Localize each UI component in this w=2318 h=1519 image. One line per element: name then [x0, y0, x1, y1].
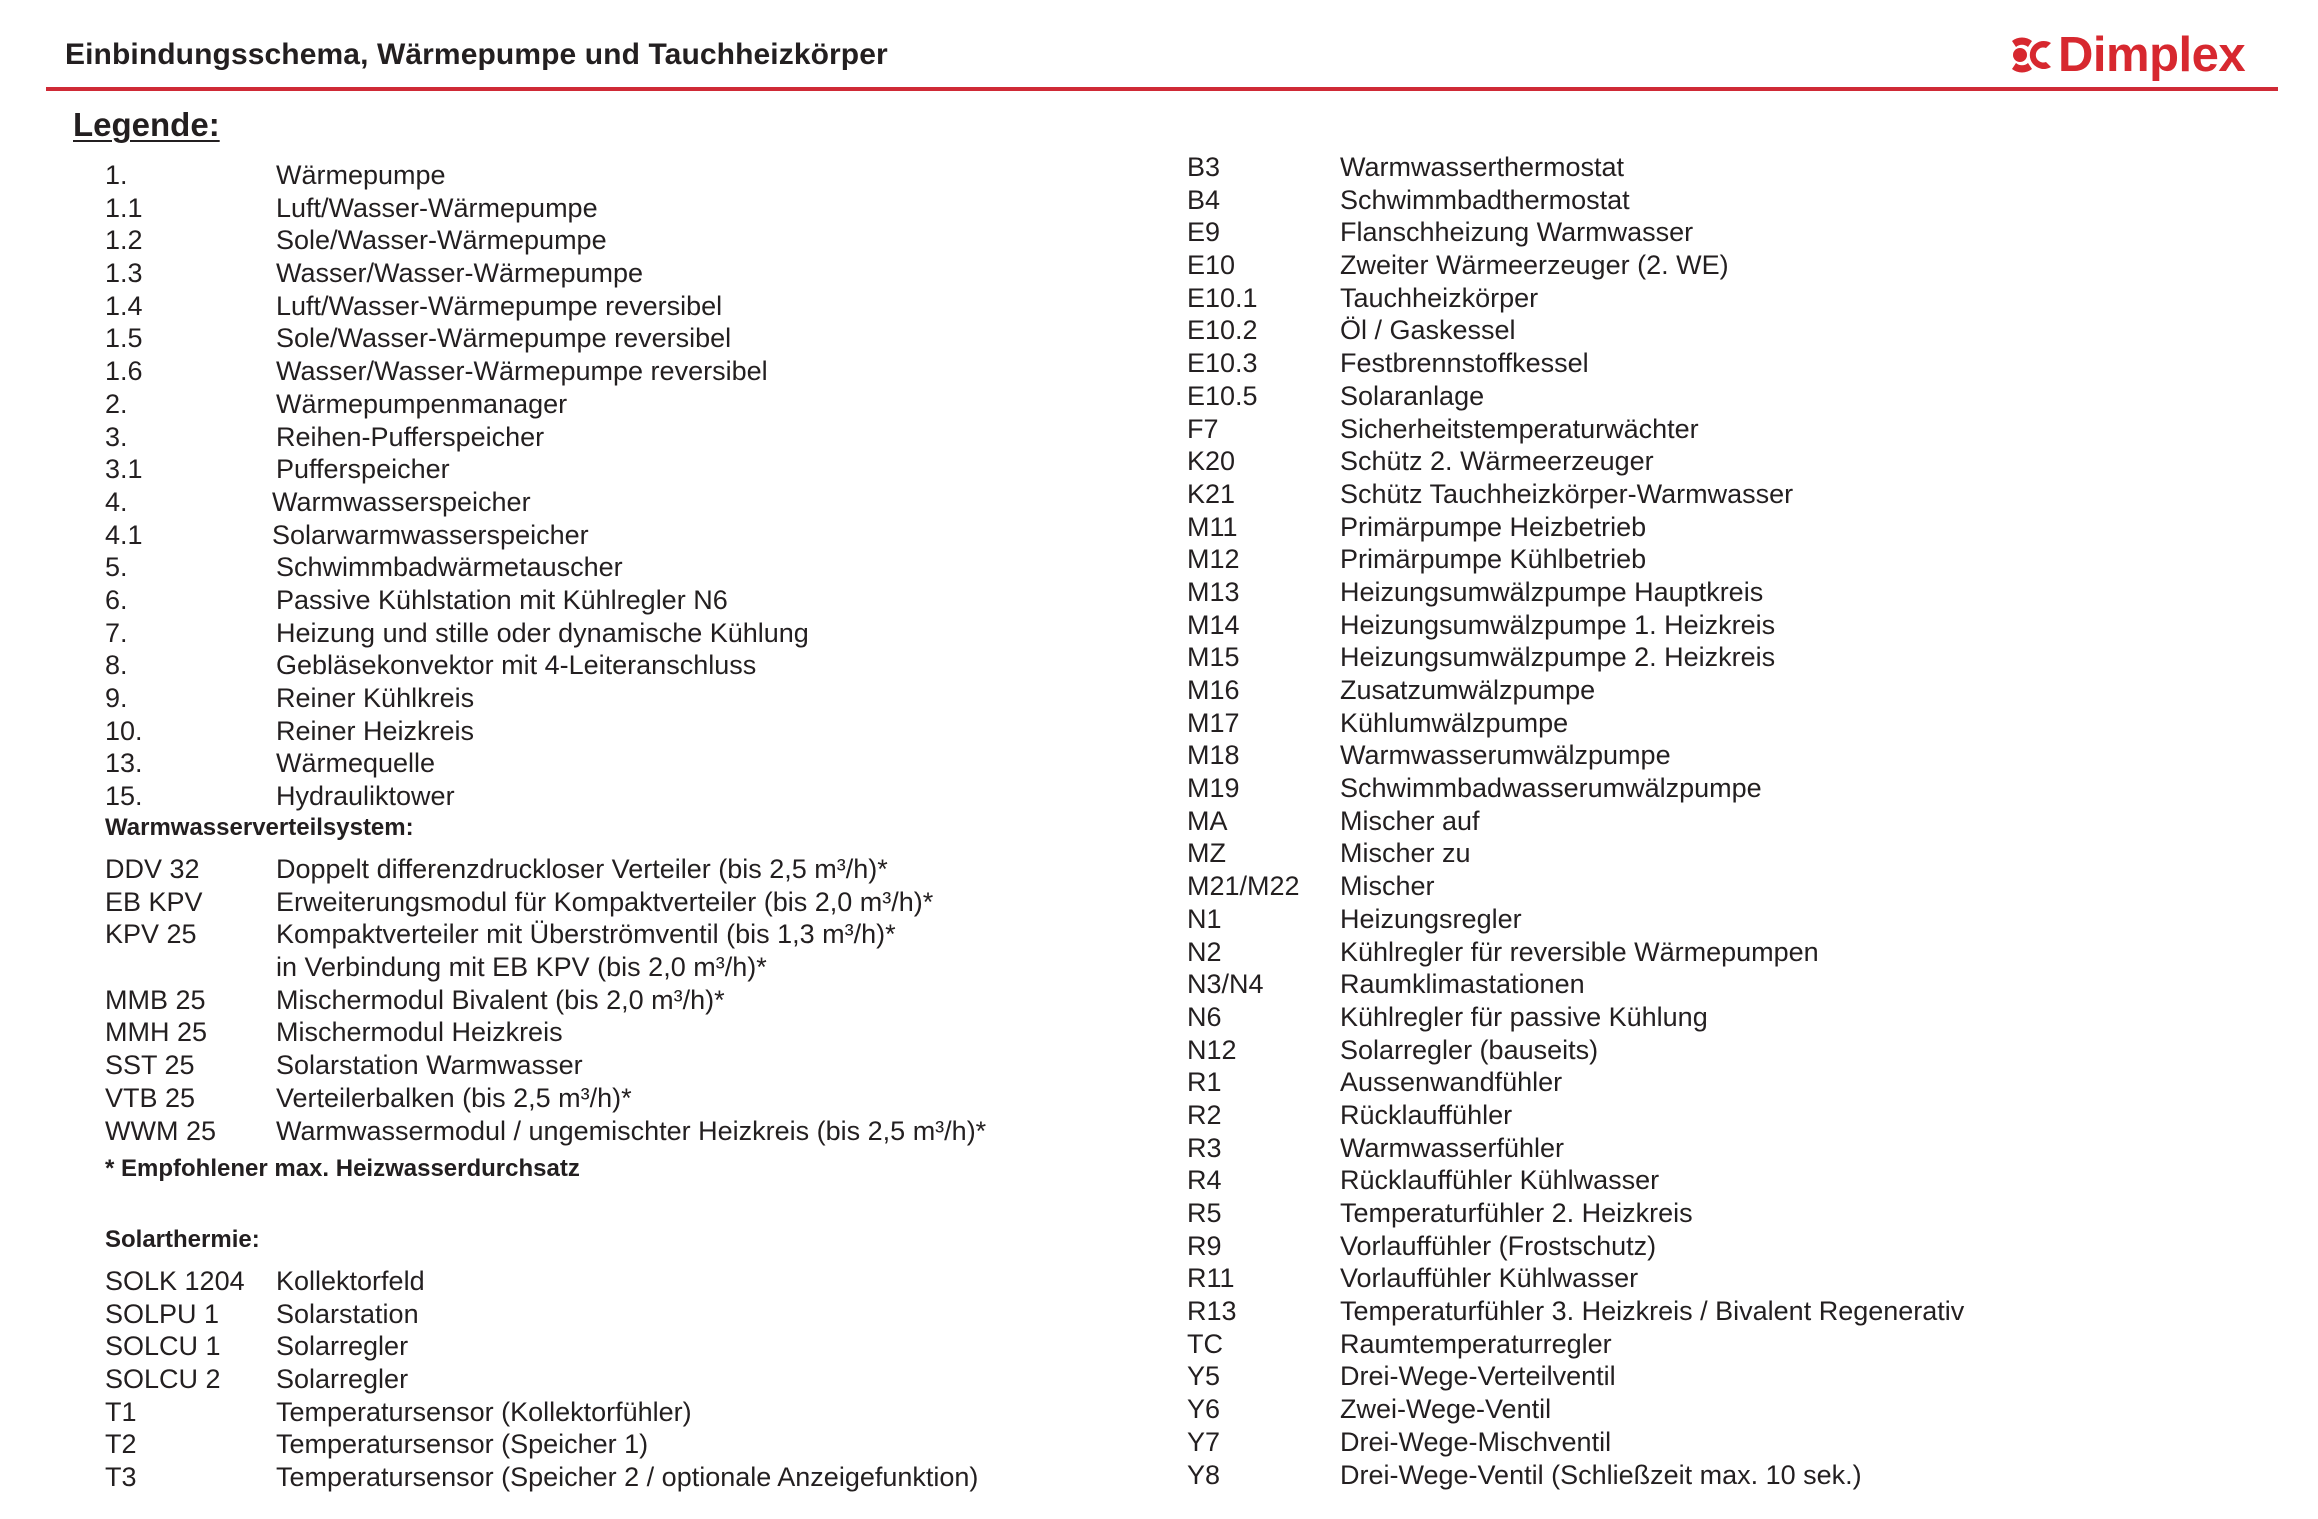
- legend-desc: Luft/Wasser-Wärmepumpe: [276, 192, 598, 223]
- legend-desc: Luft/Wasser-Wärmepumpe reversibel: [276, 290, 723, 321]
- legend-desc: Solarwarmwasserspeicher: [272, 519, 589, 550]
- legend-code: M17: [1187, 707, 1240, 738]
- legend-desc: Drei-Wege-Ventil (Schließzeit max. 10 sek.): [1340, 1459, 1862, 1490]
- legend-desc: Temperatursensor (Speicher 2 / optionale Anzeigefunktion): [276, 1462, 979, 1493]
- legend-code: E9: [1187, 217, 1221, 248]
- legend-desc: Wärmequelle: [276, 748, 436, 779]
- legend-desc: Erweiterungsmodul für Kompaktverteiler (bis 2,0 m³/h)*: [276, 886, 934, 917]
- legend-desc: Primärpumpe Heizbetrieb: [1340, 511, 1647, 542]
- legend-desc: Heizungsumwälzpumpe 1. Heizkreis: [1340, 609, 1776, 640]
- legend-code: M13: [1187, 576, 1240, 607]
- legend-desc: Zwei-Wege-Ventil: [1340, 1394, 1552, 1425]
- legend-code: N3/N4: [1187, 969, 1264, 1000]
- legend-desc: Schütz 2. Wärmeerzeuger: [1340, 446, 1654, 477]
- legend-code: EB KPV: [105, 886, 203, 917]
- legend-desc: Heizungsumwälzpumpe 2. Heizkreis: [1340, 642, 1776, 673]
- legend-code: 1.1: [105, 192, 143, 223]
- legend-desc: Sole/Wasser-Wärmepumpe reversibel: [276, 323, 732, 354]
- dimplex-logo-icon: [2010, 35, 2052, 75]
- legend-code: 1.6: [105, 356, 143, 387]
- legend-code: 1.: [105, 160, 128, 190]
- legend-desc: Drei-Wege-Verteilventil: [1340, 1361, 1616, 1392]
- legend-code: E10.3: [1187, 348, 1258, 379]
- legend-code: Y7: [1187, 1426, 1221, 1457]
- legend-desc: Wärmepumpenmanager: [276, 388, 568, 419]
- legend-code: TC: [1187, 1328, 1223, 1359]
- legend-code: M12: [1187, 544, 1240, 575]
- legend-desc: Solarregler (bauseits): [1340, 1034, 1599, 1065]
- dimplex-logo: [2010, 27, 2246, 82]
- legend-desc: Raumtemperaturregler: [1340, 1328, 1612, 1359]
- legend-code: SOLPU 1: [105, 1298, 220, 1329]
- legend-desc: Reiner Heizkreis: [276, 715, 475, 746]
- legend-code: F7: [1187, 413, 1219, 444]
- legend-code: MZ: [1187, 838, 1226, 869]
- legend-desc: Aussenwandfühler: [1340, 1067, 1563, 1098]
- legend-desc: Kompaktverteiler mit Überströmventil (bis 1,3 m³/h)*: [276, 919, 896, 950]
- legend-code: Y5: [1187, 1361, 1221, 1392]
- legend-code: T3: [105, 1462, 137, 1493]
- legend-code: 15.: [105, 781, 143, 812]
- legend-desc: Mischermodul Bivalent (bis 2,0 m³/h)*: [276, 984, 725, 1015]
- legend-code: E10.1: [1187, 282, 1258, 313]
- legend-desc: Reihen-Pufferspeicher: [276, 421, 545, 452]
- legend-code: 8.: [105, 650, 128, 681]
- legend-desc: Kühlumwälzpumpe: [1340, 707, 1569, 738]
- legend-code: R3: [1187, 1132, 1222, 1163]
- legend-desc: Wasser/Wasser-Wärmepumpe: [276, 258, 644, 289]
- legend-desc: Solaranlage: [1340, 380, 1485, 411]
- legend-code: 7.: [105, 617, 128, 648]
- legend-desc: Pufferspeicher: [276, 454, 450, 485]
- legend-desc: Temperaturfühler 2. Heizkreis: [1340, 1198, 1693, 1228]
- legend-code: M16: [1187, 675, 1240, 705]
- legend-code: E10.5: [1187, 380, 1258, 411]
- legend-code: 5.: [105, 552, 128, 583]
- legend-desc: Tauchheizkörper: [1340, 282, 1539, 313]
- legend-code: VTB 25: [105, 1082, 196, 1113]
- legend-code: Y6: [1187, 1394, 1221, 1425]
- legend-code: KPV 25: [105, 919, 197, 950]
- legend-desc: Rücklauffühler Kühlwasser: [1340, 1165, 1660, 1196]
- legend-desc: Warmwasserspeicher: [272, 486, 531, 517]
- legend-code: K21: [1187, 478, 1236, 509]
- legend-code: B4: [1187, 184, 1221, 215]
- section-heading-warmwater: Warmwasserverteilsystem:: [105, 814, 414, 841]
- legend-code: M18: [1187, 740, 1240, 771]
- legend-code: SOLCU 2: [105, 1364, 221, 1395]
- legend-desc: Hydrauliktower: [276, 781, 455, 812]
- legend-code: B3: [1187, 152, 1221, 182]
- legend-desc: Zusatzumwälzpumpe: [1340, 675, 1596, 705]
- legend-desc: Mischer: [1340, 871, 1435, 902]
- legend-desc: Drei-Wege-Mischventil: [1340, 1426, 1612, 1457]
- legend-desc: Vorlauffühler Kühlwasser: [1340, 1263, 1639, 1294]
- legend-code: 1.2: [105, 225, 143, 256]
- legend-code: SOLCU 1: [105, 1331, 221, 1362]
- legend-code: N6: [1187, 1001, 1222, 1032]
- legend-desc: Warmwassermodul / ungemischter Heizkreis (bis 2,5 m³/h)*: [276, 1115, 987, 1146]
- legend-code: MA: [1187, 805, 1228, 836]
- legend-code: 13.: [105, 748, 143, 779]
- legend-code: 1.4: [105, 290, 143, 321]
- section-heading-solar: Solarthermie:: [105, 1226, 260, 1253]
- legend-desc: Flanschheizung Warmwasser: [1340, 217, 1694, 248]
- legend-code: 10.: [105, 715, 143, 746]
- legend-code: M11: [1187, 511, 1238, 542]
- legend-code: MMH 25: [105, 1017, 208, 1048]
- legend-code: R13: [1187, 1296, 1237, 1327]
- legend-desc: Sicherheitstemperaturwächter: [1340, 413, 1699, 444]
- legend-desc: Schütz Tauchheizkörper-Warmwasser: [1340, 478, 1794, 509]
- legend-code: K20: [1187, 446, 1236, 477]
- legend-desc: Kühlregler für reversible Wärmepumpen: [1340, 936, 1819, 967]
- legend-desc: Zweiter Wärmeerzeuger (2. WE): [1340, 250, 1729, 281]
- legend-code: 4.1: [105, 519, 143, 550]
- legend-code: R5: [1187, 1198, 1222, 1228]
- legend-code: 1.5: [105, 323, 143, 354]
- legend-code: MMB 25: [105, 984, 206, 1015]
- legend-desc: Solarregler: [276, 1331, 409, 1362]
- legend-desc: Doppelt differenzdruckloser Verteiler (bis 2,5 m³/h)*: [276, 854, 888, 884]
- header-divider: [46, 87, 2278, 91]
- legend-code: 3.: [105, 421, 128, 452]
- legend-code: R2: [1187, 1099, 1222, 1130]
- legend-desc: Heizungsumwälzpumpe Hauptkreis: [1340, 576, 1764, 607]
- legend-code: 1.3: [105, 258, 143, 289]
- legend-code: R9: [1187, 1230, 1222, 1261]
- footnote: * Empfohlener max. Heizwasserdurchsatz: [105, 1155, 580, 1182]
- legend-code: WWM 25: [105, 1115, 216, 1146]
- legend-code: 2.: [105, 388, 128, 419]
- legend-code: T2: [105, 1429, 137, 1460]
- legend-code: E10: [1187, 250, 1236, 281]
- page-title: Einbindungsschema, Wärmepumpe und Tauchheizkörper: [65, 38, 888, 71]
- legend-code: R1: [1187, 1067, 1222, 1098]
- legend-code: 9.: [105, 683, 128, 713]
- legend-desc: Festbrennstoffkessel: [1340, 348, 1589, 379]
- legend-desc: Gebläsekonvektor mit 4-Leiteranschluss: [276, 650, 757, 681]
- legend-heading: Legende:: [73, 106, 220, 143]
- legend-desc: Solarstation: [276, 1298, 419, 1329]
- legend-code: 6.: [105, 584, 128, 615]
- legend-code: SOLK 1204: [105, 1266, 245, 1296]
- legend-desc: Solarregler: [276, 1364, 409, 1395]
- legend-desc: Mischer zu: [1340, 838, 1471, 869]
- legend-code: R4: [1187, 1165, 1222, 1196]
- legend-code: M21/M22: [1187, 871, 1300, 902]
- legend-code: Y8: [1187, 1459, 1221, 1490]
- legend-desc: Öl / Gaskessel: [1340, 315, 1516, 346]
- legend-desc: Schwimmbadwasserumwälzpumpe: [1340, 773, 1762, 804]
- legend-code: M19: [1187, 773, 1240, 804]
- legend-desc: Temperatursensor (Speicher 1): [276, 1429, 649, 1460]
- logo-wordmark: Dimplex: [2058, 27, 2246, 82]
- legend-code: E10.2: [1187, 315, 1258, 346]
- legend-code: M15: [1187, 642, 1240, 673]
- legend-desc: Schwimmbadthermostat: [1340, 184, 1630, 215]
- legend-desc: Heizungsregler: [1340, 903, 1522, 934]
- legend-desc: Primärpumpe Kühlbetrieb: [1340, 544, 1647, 575]
- legend-code: N1: [1187, 903, 1222, 934]
- legend-desc: Warmwasserthermostat: [1340, 152, 1625, 182]
- legend-desc: Kühlregler für passive Kühlung: [1340, 1001, 1708, 1032]
- legend-code: 3.1: [105, 454, 143, 485]
- legend-desc: Temperatursensor (Kollektorfühler): [276, 1396, 692, 1427]
- legend-desc: Mischermodul Heizkreis: [276, 1017, 563, 1048]
- legend-code: SST 25: [105, 1050, 195, 1081]
- legend-desc: Reiner Kühlkreis: [276, 683, 475, 713]
- legend-desc: Passive Kühlstation mit Kühlregler N6: [276, 584, 728, 615]
- legend-code: 4.: [105, 486, 128, 517]
- legend-desc: Schwimmbadwärmetauscher: [276, 552, 623, 583]
- legend-desc: Wärmepumpe: [276, 160, 446, 190]
- legend-desc: Warmwasserumwälzpumpe: [1340, 740, 1671, 771]
- legend-code: T1: [105, 1396, 137, 1427]
- legend-desc: Wasser/Wasser-Wärmepumpe reversibel: [276, 356, 768, 387]
- legend-code: M14: [1187, 609, 1240, 640]
- legend-code: N2: [1187, 936, 1222, 967]
- legend-desc: Warmwasserfühler: [1340, 1132, 1565, 1163]
- legend-code: N12: [1187, 1034, 1237, 1065]
- legend-desc: in Verbindung mit EB KPV (bis 2,0 m³/h)*: [276, 952, 767, 983]
- legend-desc: Verteilerbalken (bis 2,5 m³/h)*: [276, 1082, 632, 1113]
- legend-desc: Solarstation Warmwasser: [276, 1050, 583, 1081]
- legend-code: R11: [1187, 1263, 1235, 1294]
- legend-desc: Heizung und stille oder dynamische Kühlung: [276, 617, 809, 648]
- legend-desc: Temperaturfühler 3. Heizkreis / Bivalent Regenerativ: [1340, 1296, 1965, 1327]
- legend-desc: Rücklauffühler: [1340, 1099, 1513, 1130]
- legend-desc: Sole/Wasser-Wärmepumpe: [276, 225, 607, 256]
- legend-desc: Raumklimastationen: [1340, 969, 1585, 1000]
- legend-code: DDV 32: [105, 854, 200, 884]
- legend-desc: Vorlauffühler (Frostschutz): [1340, 1230, 1657, 1261]
- legend-desc: Mischer auf: [1340, 805, 1480, 836]
- legend-desc: Kollektorfeld: [276, 1266, 425, 1296]
